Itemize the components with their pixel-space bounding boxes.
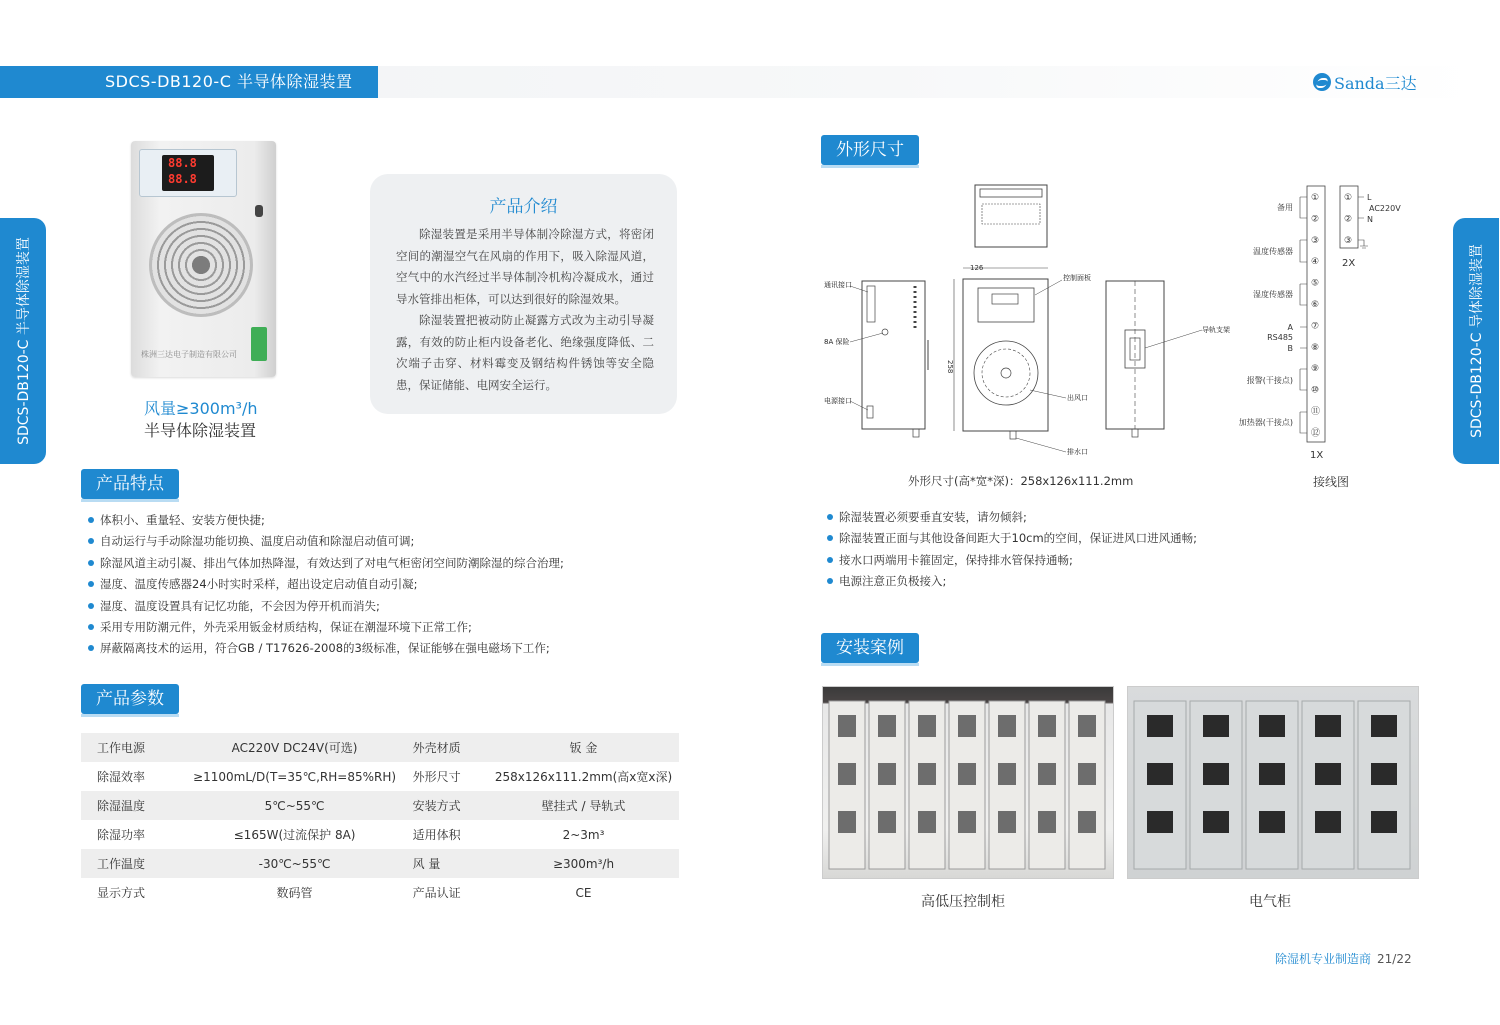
fan-hub: [192, 256, 210, 274]
param-name: 外形尺寸: [412, 770, 461, 784]
brand-name: Sanda三达: [1334, 73, 1417, 93]
features-label: 产品特点: [81, 469, 179, 499]
terminal-number: ⑧: [1311, 342, 1320, 353]
table-row: [81, 820, 679, 849]
cabinet-panel: [838, 811, 856, 833]
cabinet-panel: [1371, 811, 1397, 833]
param-value: ≥300m³/h: [488, 849, 679, 878]
terminal-number: ⑪: [1311, 407, 1321, 417]
rail-bracket-label: 导轨支架: [1202, 326, 1230, 334]
footer: [1275, 950, 1412, 967]
cabinet-panel: [1038, 811, 1056, 833]
terminal-number: ②: [1344, 214, 1353, 225]
param-name: 除湿温度: [81, 791, 193, 820]
cases-label: 安装案例: [821, 633, 919, 663]
terminal-number: ②: [1311, 214, 1320, 225]
wire-label-alarm: 报警(干接点): [1246, 376, 1293, 385]
dimension-caption: 外形尺寸(高*宽*深)：258x126x111.2mm: [908, 474, 1134, 488]
wiring-caption: 接线图: [1313, 475, 1350, 489]
param-value: ≥1100mL/D(T=35℃,RH=85%RH): [193, 769, 397, 784]
cabinet-panel: [958, 763, 976, 785]
list-item: 自动运行与手动除湿功能切换、温度启动值和除湿启动值可调;: [86, 531, 564, 552]
terminal-block-icon: [251, 327, 267, 361]
list-item: 接水口两端用卡箍固定，保持排水管保持通畅;: [825, 550, 1197, 571]
cabinet-panel: [918, 715, 936, 737]
case-caption: 电气柜: [1249, 894, 1291, 910]
param-value: 数码管: [276, 886, 313, 900]
cabinet-panel: [1259, 715, 1285, 737]
table-row: [81, 762, 679, 791]
cabinet-panel: [998, 715, 1016, 737]
page-title: SDCS-DB120-C 半导体除湿装置: [0, 66, 378, 98]
list-item: 电源注意正负极接入;: [825, 571, 1197, 592]
sanda-logo-icon: [1313, 73, 1331, 91]
param-name: 工作温度: [81, 849, 193, 878]
terminal-number: ⑩: [1311, 385, 1320, 396]
fan-icon: [149, 213, 253, 317]
product-photo: [131, 141, 276, 377]
list-item: 采用专用防潮元件，外壳采用钣金材质结构，保证在潮湿环境下正常工作;: [86, 617, 564, 638]
param-name: 外壳材质: [397, 733, 488, 762]
wire-label-b: B: [1287, 344, 1293, 353]
param-name: 适用体积: [412, 828, 461, 842]
terminal-2x-label: 2X: [1342, 258, 1356, 269]
page-number: 21/22: [1377, 952, 1412, 966]
list-item: 湿度、温度设置具有记忆功能，不会因为停开机而消失;: [86, 596, 564, 617]
cabinet-panel: [1147, 811, 1173, 833]
airflow-caption: 风量≥300m³/h: [144, 399, 258, 418]
terminal-number: ⑨: [1311, 364, 1320, 375]
cabinet-panel: [1315, 763, 1341, 785]
fuse-label: 8A 保险: [824, 338, 850, 346]
cabinet-panel: [1371, 715, 1397, 737]
case-photo-switchgear: [822, 686, 1114, 879]
case-photo-electrical-cabinet: [1127, 686, 1419, 879]
terminal-number: ⑤: [1311, 278, 1320, 289]
cabinet-panel: [878, 715, 896, 737]
top-view: [975, 185, 1047, 247]
param-name: 除湿效率: [97, 770, 146, 784]
params-label: 产品参数: [81, 684, 179, 714]
cabinet-panel: [1038, 715, 1056, 737]
wire-label-a: A: [1287, 323, 1293, 332]
cabinet-panel: [998, 763, 1016, 785]
param-name: 除湿功率: [97, 828, 146, 842]
param-name: 工作电源: [81, 733, 193, 762]
list-item: 除湿装置正面与其他设备间距大于10cm的空间，保证进风口进风通畅;: [825, 528, 1197, 549]
params-table: [81, 733, 679, 907]
param-value: -30℃~55℃: [193, 849, 397, 878]
wire-label-spare: 备用: [1277, 203, 1293, 212]
width-dimension: 126: [970, 264, 984, 272]
list-item: 体积小、重量轻、安装方便快捷;: [86, 510, 564, 531]
dimensions-label: 外形尺寸: [821, 135, 919, 165]
wire-label-l: L: [1367, 193, 1372, 202]
comm-port-label: 通讯接口: [824, 281, 852, 289]
wiring-diagram: [1238, 184, 1414, 464]
air-outlet-label: 出风口: [1067, 394, 1088, 402]
cabinet-panel: [998, 811, 1016, 833]
cabinet-panel: [878, 763, 896, 785]
cabinet-panel: [1259, 811, 1285, 833]
device-control-panel: [139, 149, 237, 197]
terminal-number: ⑦: [1311, 321, 1320, 332]
side-tab-right: [1453, 218, 1499, 464]
wire-label-humid: 湿度传感器: [1253, 290, 1293, 299]
param-value: 壁挂式 / 导轨式: [488, 791, 679, 820]
side-tab-left: [0, 218, 46, 464]
case-caption: 高低压控制柜: [921, 894, 1005, 910]
front-view: [963, 279, 1048, 431]
features-list: [86, 510, 564, 660]
cabinet-panel: [838, 715, 856, 737]
cabinet-panel: [838, 763, 856, 785]
cabinet-panel: [1203, 715, 1229, 737]
terminal-number: ③: [1311, 235, 1320, 246]
cabinet-panel: [1078, 811, 1096, 833]
param-value: AC220V DC24V(可选): [193, 733, 397, 762]
control-panel-label: 控制面板: [1063, 274, 1091, 282]
cabinet-panel: [878, 811, 896, 833]
cabinet-panel: [1147, 715, 1173, 737]
intro-title: 产品介绍: [489, 197, 558, 217]
param-name: 风 量: [397, 849, 488, 878]
wire-label-ac220v: AC220V: [1369, 204, 1401, 213]
cabinet-panel: [1315, 811, 1341, 833]
product-name-caption: 半导体除湿装置: [144, 421, 257, 440]
wire-label-n: N: [1367, 215, 1373, 224]
terminal-number: ①: [1311, 193, 1320, 203]
wire-label-temp: 温度传感器: [1253, 247, 1293, 256]
cabinet-panel: [1147, 763, 1173, 785]
table-row: [81, 878, 679, 907]
list-item: 除湿风道主动引凝、排出气体加热降湿，有效达到了对电气柜密闭空间防潮除湿的综合治理;: [86, 553, 564, 574]
intro-card: [370, 174, 677, 414]
list-item: 屏蔽隔离技术的运用，符合GB / T17626-2008的3级标准，保证能够在强电磁场下工作;: [86, 638, 564, 659]
param-value: 258x126x111.2mm(高x宽x深): [494, 770, 673, 784]
param-name: 产品认证: [412, 886, 461, 900]
intro-body: [396, 224, 654, 396]
drain-label: 排水口: [1067, 448, 1088, 456]
param-value: CE: [575, 885, 592, 900]
table-row: [81, 849, 679, 878]
side-view: [862, 281, 925, 429]
power-port-label: 电源接口: [824, 397, 852, 405]
terminal-number: ①: [1344, 193, 1353, 203]
cabinet-panel: [1078, 763, 1096, 785]
cabinet-panel: [958, 811, 976, 833]
param-name: 安装方式: [397, 791, 488, 820]
list-item: 除湿装置必须要垂直安装，请勿倾斜;: [825, 507, 1197, 528]
cabinet-panel: [918, 811, 936, 833]
footer-text: 除湿机专业制造商: [1275, 952, 1372, 966]
cabinet-panel: [1259, 763, 1285, 785]
intro-paragraph: 除湿装置是采用半导体制冷除湿方式，将密闭空间的潮湿空气在风扇的作用下，吸入除湿风道，空气中的水汽经过半导体制冷机构冷凝成水，通过导水管排出柜体，可以达到很好的除湿效果。: [396, 227, 654, 306]
terminal-number: ⑫: [1311, 428, 1321, 439]
device-knob-icon: [255, 205, 263, 217]
wire-label-rs485: RS485: [1267, 333, 1293, 342]
param-name: 显示方式: [97, 886, 146, 900]
param-value: 2~3m³: [562, 827, 605, 842]
terminal-number: ③: [1344, 235, 1353, 246]
display-bottom-value: 88.8: [168, 172, 197, 186]
cabinet-panel: [1038, 763, 1056, 785]
param-value: 5℃~55℃: [193, 791, 397, 820]
cabinet-panel: [918, 763, 936, 785]
cabinet-panel: [1203, 811, 1229, 833]
install-notes-list: [825, 507, 1197, 593]
table-row: [81, 791, 679, 820]
wire-label-heater: 加热器(干接点): [1238, 418, 1293, 427]
terminal-number: ⑥: [1311, 300, 1320, 310]
brand-logo: [1313, 70, 1417, 94]
device-brand-text: 株洲三达电子制造有限公司: [141, 350, 237, 359]
cabinet-panel: [1371, 763, 1397, 785]
list-item: 湿度、温度传感器24小时实时采样，超出设定启动值自动引凝;: [86, 574, 564, 595]
param-value: ≤165W(过流保护 8A): [233, 828, 356, 842]
display-top-value: 88.8: [168, 156, 197, 170]
dimension-drawing: [820, 180, 1230, 456]
cabinet-panel: [958, 715, 976, 737]
device-display: [162, 155, 214, 191]
cabinet-panel: [1203, 763, 1229, 785]
intro-paragraph: 除湿装置把被动防止凝露方式改为主动引导凝露，有效的防止柜内设备老化、绝缘强度降低、二次端子击穿、材料霉变及钢结构件锈蚀等安全隐患，保证储能、电网安全运行。: [396, 313, 654, 392]
side-tab-right-label: SDCS-DB120-C 导体除湿装置: [1469, 244, 1486, 438]
cabinet-panel: [1078, 715, 1096, 737]
table-row: [81, 733, 679, 762]
cabinet-panel: [1315, 715, 1341, 737]
param-value: 钣 金: [488, 733, 679, 762]
side-tab-left-label: SDCS-DB120-C 半导体除湿装置: [16, 237, 33, 445]
terminal-1x-label: 1X: [1310, 450, 1324, 461]
height-dimension: 258: [946, 360, 954, 374]
terminal-number: ④: [1311, 257, 1320, 268]
